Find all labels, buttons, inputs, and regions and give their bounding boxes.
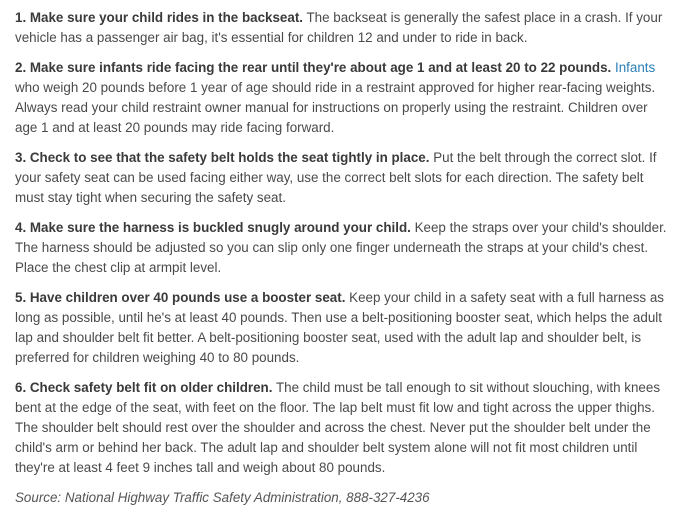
- tip-1-heading: 1. Make sure your child rides in the backseat.: [15, 10, 304, 25]
- tip-2: [15, 58, 667, 138]
- tip-3-heading: 3. Check to see that the safety belt holds the seat tightly in place.: [15, 150, 430, 165]
- tip-1-body: The backseat is generally the safest place in a crash. If your vehicle has a passenger air bag, it's essential for children 12 and under to ride in back.: [15, 10, 663, 45]
- tip-6: [15, 378, 667, 478]
- tip-2-heading: 2. Make sure infants ride facing the rear until they're about age 1 and at least 20 to 22 pounds.: [15, 60, 612, 75]
- tip-3-body: Put the belt through the correct slot. If your safety seat can be used facing either way, use the correct belt slots for each direction. The safety belt must stay tight when securing the safety seat.: [15, 150, 657, 205]
- tip-5-body: Keep your child in a safety seat with a full harness as long as possible, until he's at least 40 pounds. Then use a belt-positioning booster seat, which helps the adult lap and shoulder belt fit better. A belt-positioning booster seat, used with the adult lap and shoulder belt, is preferred for children weighing 40 to 80 pounds.: [15, 290, 664, 365]
- tip-2-body: who weigh 20 pounds before 1 year of age should ride in a restraint approved for higher rear-facing weights. Always read your child restraint owner manual for instructions on properly using the restraint. Children over age 1 and at least 20 pounds may ride facing forward.: [15, 80, 656, 135]
- tip-3: [15, 148, 667, 208]
- tip-6-heading: 6. Check safety belt fit on older children.: [15, 380, 273, 395]
- infants-link[interactable]: Infants: [614, 60, 656, 75]
- tip-4-heading: 4. Make sure the harness is buckled snugly around your child.: [15, 220, 411, 235]
- tip-4-body: Keep the straps over your child's shoulder. The harness should be adjusted so you can slip only one finger underneath the straps at your child's chest. Place the chest clip at armpit level.: [15, 220, 667, 275]
- tip-6-body: The child must be tall enough to sit without slouching, with knees bent at the edge of the seat, with feet on the floor. The lap belt must fit low and tight across the upper thighs. The shoulder belt should rest over the shoulder and across the chest. Never put the shoulder belt under the child's arm or behind her back. The adult lap and shoulder belt system alone will not fit most children until they're at least 4 feet 9 inches tall and weigh about 80 pounds.: [15, 380, 661, 475]
- tip-1: [15, 8, 667, 48]
- tip-4: [15, 218, 667, 278]
- tip-5-heading: 5. Have children over 40 pounds use a booster seat.: [15, 290, 346, 305]
- source-citation: Source: National Highway Traffic Safety Administration, 888-327-4236: [15, 490, 430, 505]
- tip-5: [15, 288, 667, 368]
